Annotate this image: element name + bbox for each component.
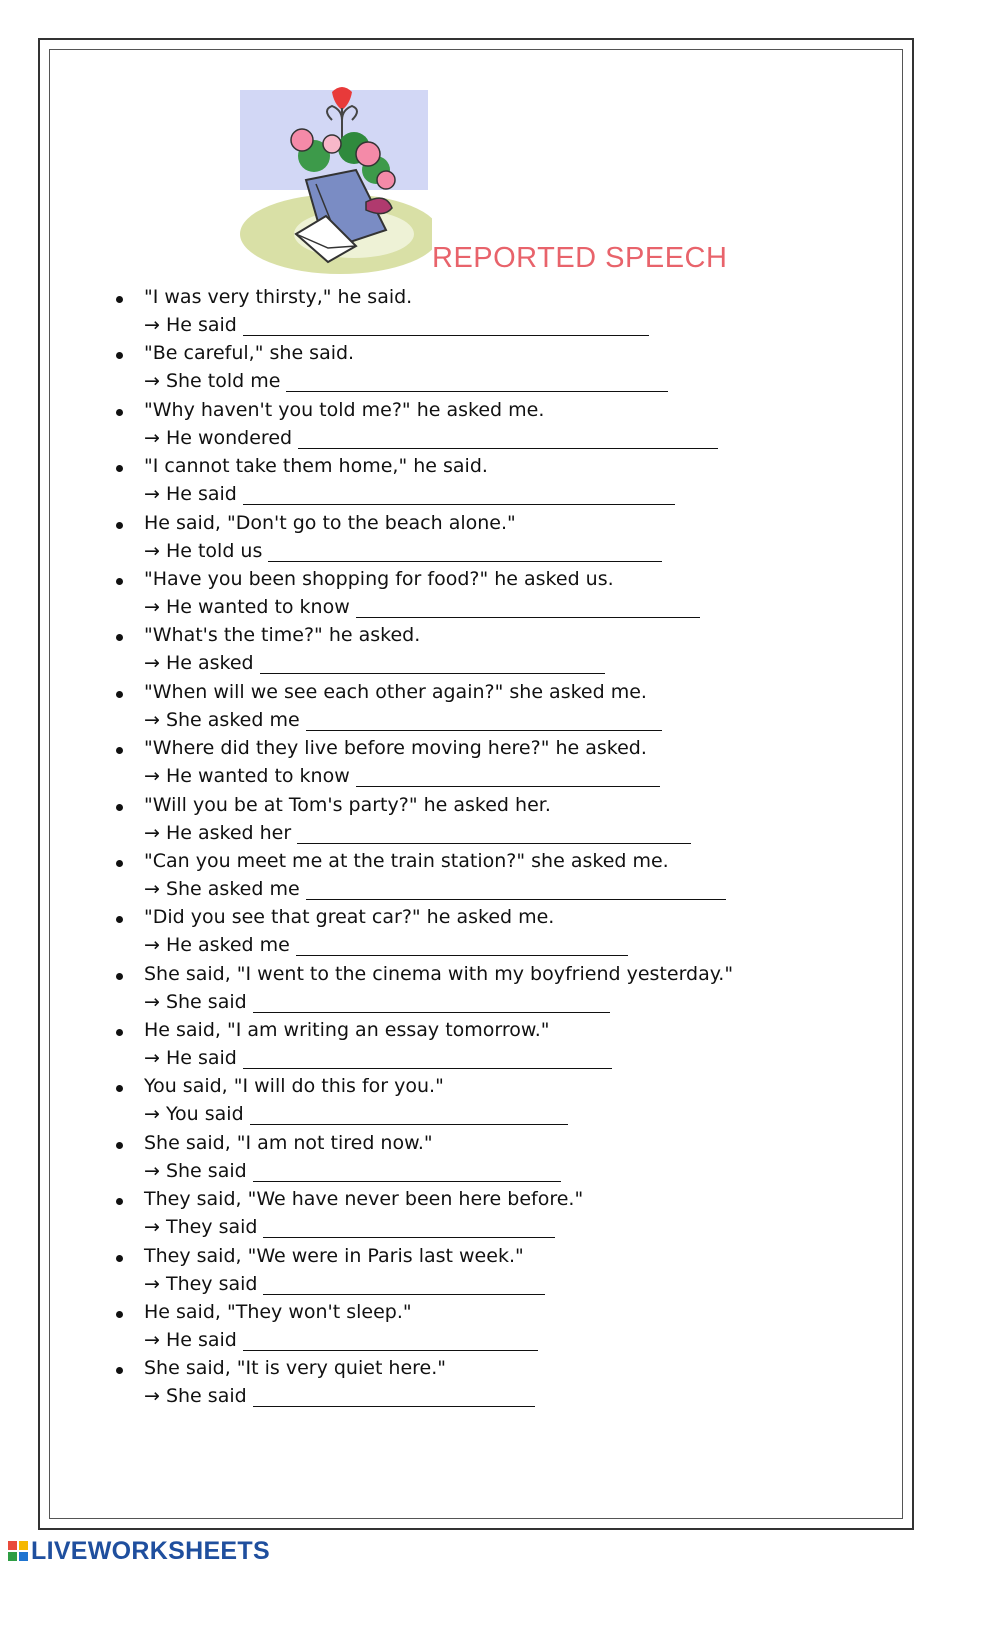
- answer-line: [144, 370, 668, 392]
- answer-blank[interactable]: [243, 1050, 612, 1069]
- answer-line: [144, 1047, 612, 1069]
- exercise-item: [0, 1017, 1000, 1073]
- bullet-icon: [116, 634, 123, 641]
- direct-speech-sentence: "Why haven't you told me?" he asked me.: [144, 398, 545, 421]
- bullet-icon: [116, 1255, 123, 1262]
- answer-line: [144, 765, 660, 787]
- answer-blank[interactable]: [286, 373, 668, 392]
- liveworksheets-logo-icon: [8, 1541, 28, 1561]
- answer-prefix: → He told us: [144, 539, 263, 562]
- answer-prefix: → He asked her: [144, 821, 292, 844]
- direct-speech-sentence: "I was very thirsty," he said.: [144, 286, 413, 308]
- answer-blank[interactable]: [243, 317, 649, 336]
- exercise-item: [0, 961, 1000, 1017]
- answer-blank[interactable]: [356, 768, 660, 787]
- flower-bouquet-clipart: [236, 84, 432, 274]
- exercise-item: [0, 340, 1000, 396]
- direct-speech-sentence: They said, "We were in Paris last week.": [144, 1244, 524, 1267]
- exercise-item: [0, 1243, 1000, 1299]
- answer-prefix: → She said: [144, 1385, 247, 1408]
- answer-prefix: → She said: [144, 1159, 247, 1182]
- exercise-item: [0, 453, 1000, 509]
- direct-speech-sentence: "Have you been shopping for food?" he asked us.: [144, 567, 614, 590]
- answer-line: [144, 1385, 535, 1407]
- exercise-item: [0, 848, 1000, 904]
- direct-speech-sentence: "Did you see that great car?" he asked me.: [144, 906, 555, 929]
- answer-blank[interactable]: [298, 430, 718, 449]
- answer-blank[interactable]: [297, 825, 691, 844]
- exercise-item: [0, 904, 1000, 960]
- direct-speech-sentence: "When will we see each other again?" she asked me.: [144, 680, 647, 703]
- answer-prefix: → You said: [144, 1103, 244, 1126]
- answer-prefix: → He asked me: [144, 934, 290, 957]
- direct-speech-sentence: They said, "We have never been here before.": [144, 1188, 584, 1211]
- answer-line: [144, 1273, 545, 1295]
- answer-blank[interactable]: [243, 486, 675, 505]
- answer-blank[interactable]: [296, 937, 628, 956]
- answer-blank[interactable]: [263, 1219, 555, 1238]
- answer-line: [144, 1329, 538, 1351]
- bullet-icon: [116, 916, 123, 923]
- bullet-icon: [116, 973, 123, 980]
- exercise-item: [0, 622, 1000, 678]
- exercise-item: [0, 1186, 1000, 1242]
- answer-prefix: → He wanted to know: [144, 595, 350, 618]
- bullet-icon: [116, 1367, 123, 1374]
- answer-line: [144, 1103, 568, 1125]
- exercise-item: [0, 1073, 1000, 1129]
- answer-prefix: → He said: [144, 1047, 237, 1070]
- liveworksheets-logo: [8, 1538, 270, 1564]
- bullet-icon: [116, 804, 123, 811]
- answer-prefix: → They said: [144, 1216, 258, 1239]
- worksheet-title: REPORTED SPEECH: [432, 242, 728, 274]
- answer-line: [144, 652, 605, 674]
- bullet-icon: [116, 465, 123, 472]
- direct-speech-sentence: She said, "I am not tired now.": [144, 1131, 433, 1154]
- answer-line: [144, 991, 610, 1013]
- direct-speech-sentence: He said, "I am writing an essay tomorrow.": [144, 1019, 550, 1042]
- answer-blank[interactable]: [253, 1388, 535, 1407]
- answer-prefix: → She asked me: [144, 708, 300, 731]
- exercise-item: [0, 566, 1000, 622]
- answer-prefix: → He wondered: [144, 426, 293, 449]
- direct-speech-sentence: "Where did they live before moving here?" he asked.: [144, 737, 647, 760]
- answer-prefix: → They said: [144, 1272, 258, 1295]
- exercise-list: [0, 284, 1000, 1412]
- answer-blank[interactable]: [306, 712, 662, 731]
- answer-blank[interactable]: [306, 881, 726, 900]
- answer-blank[interactable]: [253, 1163, 561, 1182]
- answer-prefix: → She asked me: [144, 877, 300, 900]
- answer-blank[interactable]: [268, 543, 662, 562]
- answer-prefix: → He said: [144, 483, 237, 506]
- answer-blank[interactable]: [263, 1276, 545, 1295]
- bullet-icon: [116, 522, 123, 529]
- answer-blank[interactable]: [356, 599, 700, 618]
- direct-speech-sentence: You said, "I will do this for you.": [144, 1075, 444, 1098]
- answer-prefix: → He wanted to know: [144, 765, 350, 788]
- answer-prefix: → He said: [144, 1329, 237, 1352]
- direct-speech-sentence: He said, "They won't sleep.": [144, 1301, 412, 1324]
- direct-speech-sentence: "Be careful," she said.: [144, 342, 355, 365]
- exercise-item: [0, 510, 1000, 566]
- bullet-icon: [116, 860, 123, 867]
- bullet-icon: [116, 691, 123, 698]
- answer-prefix: → He said: [144, 314, 237, 336]
- bullet-icon: [116, 296, 123, 303]
- bullet-icon: [116, 1311, 123, 1318]
- direct-speech-sentence: "Can you meet me at the train station?" she asked me.: [144, 849, 669, 872]
- answer-line: [144, 709, 662, 731]
- bullet-icon: [116, 1198, 123, 1205]
- answer-line: [144, 540, 662, 562]
- bullet-icon: [116, 1085, 123, 1092]
- bullet-icon: [116, 409, 123, 416]
- direct-speech-sentence: "Will you be at Tom's party?" he asked her.: [144, 793, 551, 816]
- answer-blank[interactable]: [250, 1106, 568, 1125]
- answer-blank[interactable]: [243, 1332, 538, 1351]
- answer-line: [144, 934, 628, 956]
- answer-line: [144, 878, 726, 900]
- direct-speech-sentence: "I cannot take them home," he said.: [144, 455, 488, 478]
- bullet-icon: [116, 747, 123, 754]
- answer-prefix: → He asked: [144, 652, 254, 675]
- answer-line: [144, 314, 649, 336]
- answer-line: [144, 483, 675, 505]
- bullet-icon: [116, 1029, 123, 1036]
- answer-line: [144, 427, 718, 449]
- bullet-icon: [116, 578, 123, 585]
- answer-prefix: → She told me: [144, 370, 281, 393]
- exercise-item: [0, 284, 1000, 340]
- exercise-item: [0, 1130, 1000, 1186]
- bullet-icon: [116, 1142, 123, 1149]
- answer-prefix: → She said: [144, 990, 247, 1013]
- exercise-item: [0, 1355, 1000, 1411]
- answer-line: [144, 1160, 561, 1182]
- exercise-item: [0, 397, 1000, 453]
- answer-line: [144, 822, 691, 844]
- answer-blank[interactable]: [260, 655, 605, 674]
- direct-speech-sentence: "What's the time?" he asked.: [144, 624, 421, 647]
- direct-speech-sentence: She said, "It is very quiet here.": [144, 1357, 447, 1380]
- exercise-item: [0, 679, 1000, 735]
- bullet-icon: [116, 352, 123, 359]
- answer-line: [144, 1216, 555, 1238]
- answer-blank[interactable]: [253, 994, 610, 1013]
- direct-speech-sentence: He said, "Don't go to the beach alone.": [144, 511, 516, 534]
- answer-line: [144, 596, 700, 618]
- exercise-item: [0, 792, 1000, 848]
- direct-speech-sentence: She said, "I went to the cinema with my boyfriend yesterday.": [144, 962, 734, 985]
- brand-name: LIVEWORKSHEETS: [31, 1536, 270, 1565]
- exercise-item: [0, 1299, 1000, 1355]
- exercise-item: [0, 735, 1000, 791]
